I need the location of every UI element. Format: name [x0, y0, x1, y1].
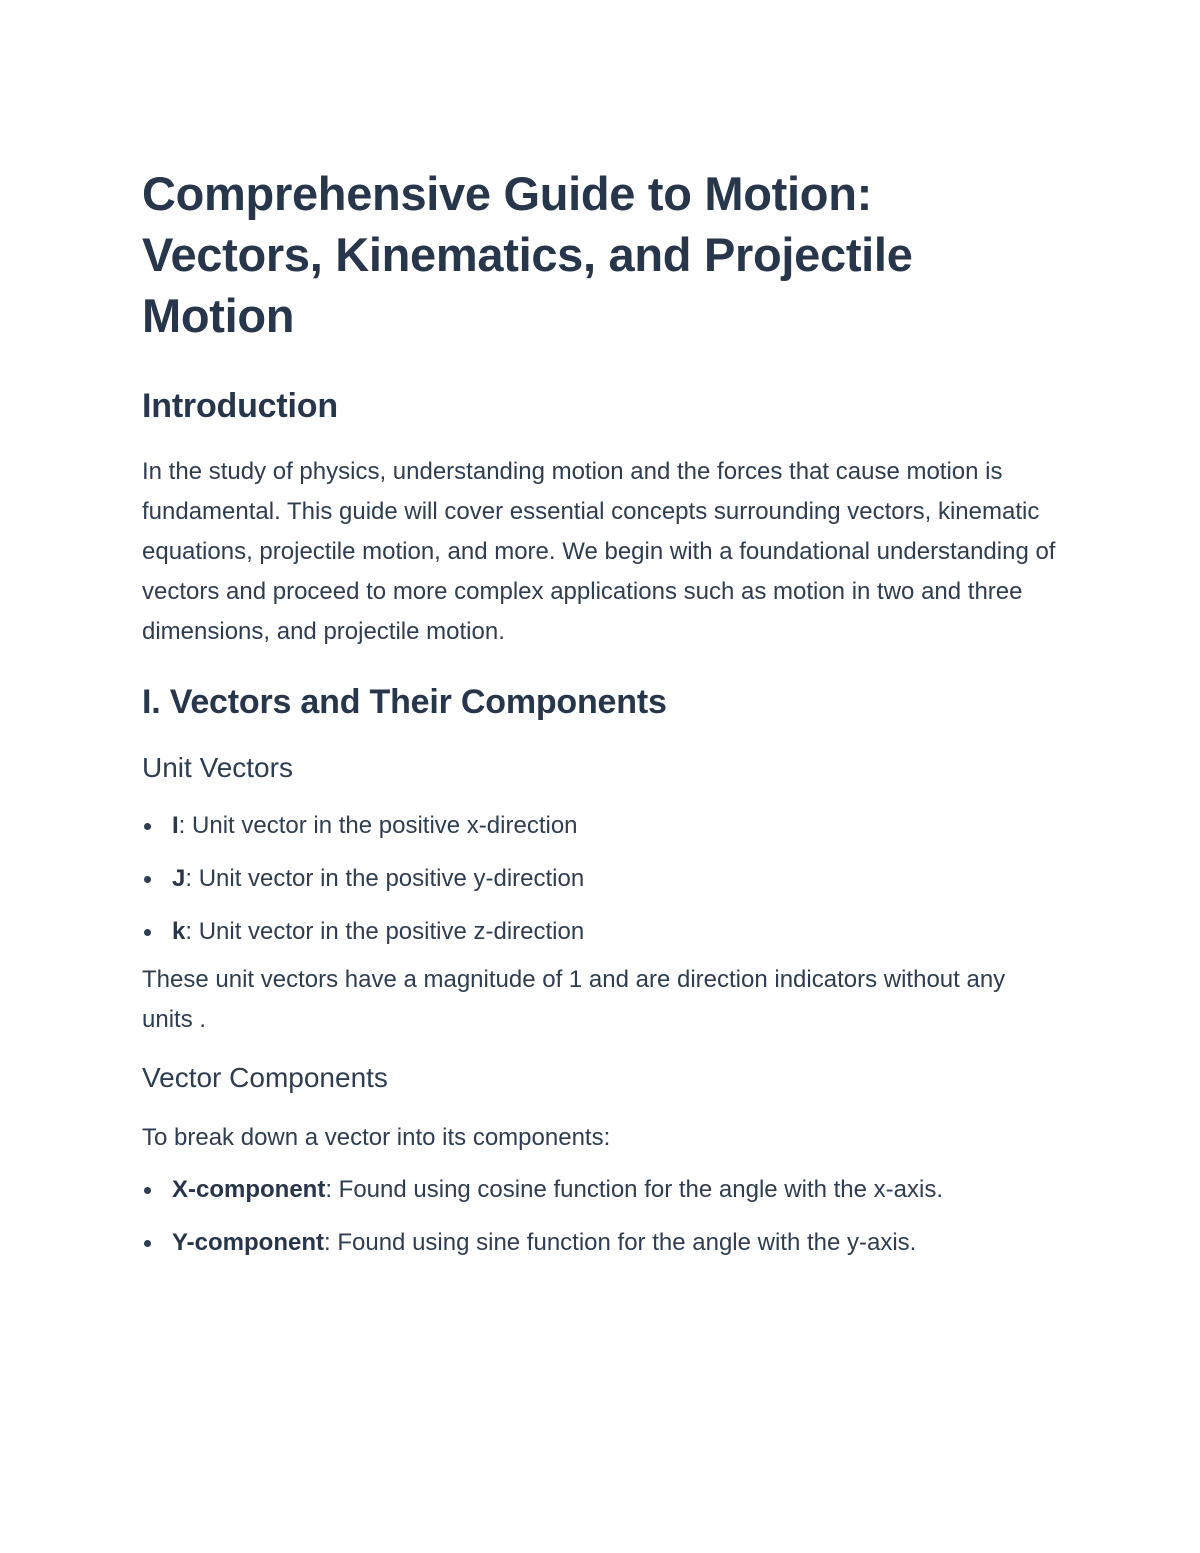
introduction-heading: Introduction — [142, 387, 338, 425]
list-item-text: : Found using cosine function for the angle with the x-axis. — [325, 1176, 944, 1203]
list-item-term: Y-component — [172, 1229, 325, 1256]
list-item-term: I — [172, 812, 179, 839]
list-item-text: : Unit vector in the positive z-direction — [185, 918, 585, 945]
list-item — [142, 859, 1062, 899]
unit-vectors-list — [142, 806, 1062, 952]
list-item — [142, 912, 1062, 952]
section-vectors-heading: I. Vectors and Their Components — [142, 683, 667, 721]
vector-components-list — [142, 1170, 1062, 1263]
bullet-icon — [144, 1187, 151, 1194]
document-title: Comprehensive Guide to Motion: Vectors, Kinematics, and Projectile Motion — [142, 167, 913, 342]
bullet-icon — [144, 876, 151, 883]
unit-vectors-note: These unit vectors have a magnitude of 1 and are direction indicators without any units . — [142, 966, 1006, 1033]
unit-vectors-heading: Unit Vectors — [142, 752, 293, 783]
list-item — [142, 1223, 1062, 1263]
bullet-icon — [144, 823, 151, 830]
vector-components-heading: Vector Components — [142, 1062, 388, 1093]
list-item — [142, 1170, 1062, 1210]
list-item-term: X-component — [172, 1176, 326, 1203]
introduction-paragraph: In the study of physics, understanding motion and the forces that cause motion is fundamental. This guide will cover essential concepts surrounding vectors, kinematic equations, projectile motion, and more. We begin with a foundational understanding of vectors and proceed to more complex applications such as motion in two and three dimensions, and projectile motion. — [142, 458, 1056, 645]
list-item-term: k — [172, 918, 186, 945]
vector-components-intro: To break down a vector into its components: — [142, 1124, 611, 1151]
list-item-text: : Unit vector in the positive x-direction — [178, 812, 578, 839]
bullet-icon — [144, 929, 151, 936]
list-item — [142, 806, 1062, 846]
list-item-term: J — [172, 865, 186, 892]
list-item-text: : Unit vector in the positive y-direction — [185, 865, 585, 892]
list-item-text: : Found using sine function for the angle with the y-axis. — [324, 1229, 917, 1256]
document-page — [142, 163, 1062, 1263]
bullet-icon — [144, 1240, 151, 1247]
